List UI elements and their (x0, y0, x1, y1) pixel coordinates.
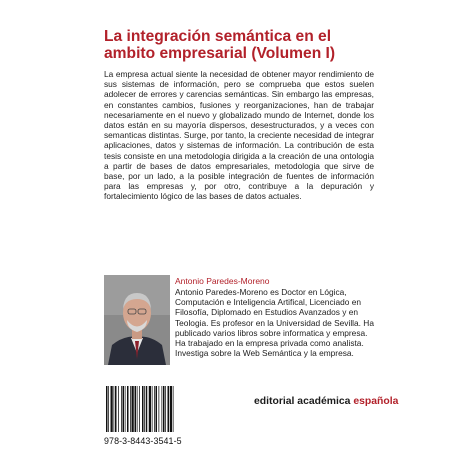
barcode-bar (114, 386, 115, 432)
barcode-bar (139, 386, 140, 432)
barcode-bar (137, 386, 138, 432)
barcode-bar (132, 386, 134, 432)
barcode-bar (106, 386, 108, 432)
author-bio: Antonio Paredes-Moreno es Doctor en Lógica, Computación e Inteligencia Artifical, Licenciado en Filosofía, Diplomado en Estudios Avanzados y en Teologia. Es profesor en la Universidad de Sevilla. Ha publicado varios libros sobre informatica y empresa. Ha trabajado en la empresa privada como analista. Investiga sobre la Web Semántica y la empresa. (175, 287, 374, 359)
barcode-bar (156, 386, 158, 432)
barcode-bar (111, 386, 113, 432)
author-portrait-image (104, 275, 170, 365)
barcode-bar (130, 386, 131, 432)
publisher-name-main: editorial académica (254, 396, 354, 407)
book-description: La empresa actual siente la necesidad de obtener mayor rendimiento de sus sistemas de información, pero se comprueba que estos suelen adolecer de errores y carencias semánticas. Sin embargo las empresas, en constantes cambios, fusiones y reorganizaciones, han de trabajar necesariamente en el nuevo y globalizado mundo de Internet, donde los datos están en su mayoría dispersos, desestructurados, y a veces con semanticas distintas. Surge, por tanto, la creciente necesidad de integrar aplicaciones, datos y sistemas de información. La contribución de esta tesis consiste en una metodologia dirigida a la creación de una ontologia a partir de bases de datos empresariales, metodologia que sirve de base, por un lado, a la posible integración de fuentes de información para las empresas y, por otro, contribuye a la depuración y fortalecimiento lógico de las bases de datos actuales. (104, 69, 374, 202)
barcode-bar (127, 386, 129, 432)
barcode-bar (159, 386, 160, 432)
author-name: Antonio Paredes-Moreno (175, 276, 270, 286)
barcode-bar (162, 386, 163, 432)
barcode-bar (115, 386, 117, 432)
barcode-bar (118, 386, 119, 432)
book-title: La integración semántica en el ambito empresarial (Volumen I) (104, 28, 336, 62)
barcode-bar (152, 386, 153, 432)
author-photo (104, 275, 170, 365)
barcode-bar (163, 386, 165, 432)
barcode-bar (121, 386, 122, 432)
barcode-bar (154, 386, 155, 432)
barcode-bar (108, 386, 109, 432)
barcode-bar (144, 386, 145, 432)
barcode-bar (146, 386, 148, 432)
barcode-bars (104, 384, 200, 434)
isbn-number: 978-3-8443-3541-5 (104, 436, 182, 446)
barcode-bar (135, 386, 137, 432)
barcode-bar (168, 386, 170, 432)
barcode-bar (123, 386, 125, 432)
barcode-bar (165, 386, 166, 432)
barcode-bar (170, 386, 172, 432)
barcode-bar (125, 386, 126, 432)
barcode-bar (149, 386, 151, 432)
publisher-logo (254, 396, 399, 407)
publisher-name-accent: española (353, 396, 399, 407)
barcode-bar (173, 386, 174, 432)
barcode-bar (142, 386, 144, 432)
